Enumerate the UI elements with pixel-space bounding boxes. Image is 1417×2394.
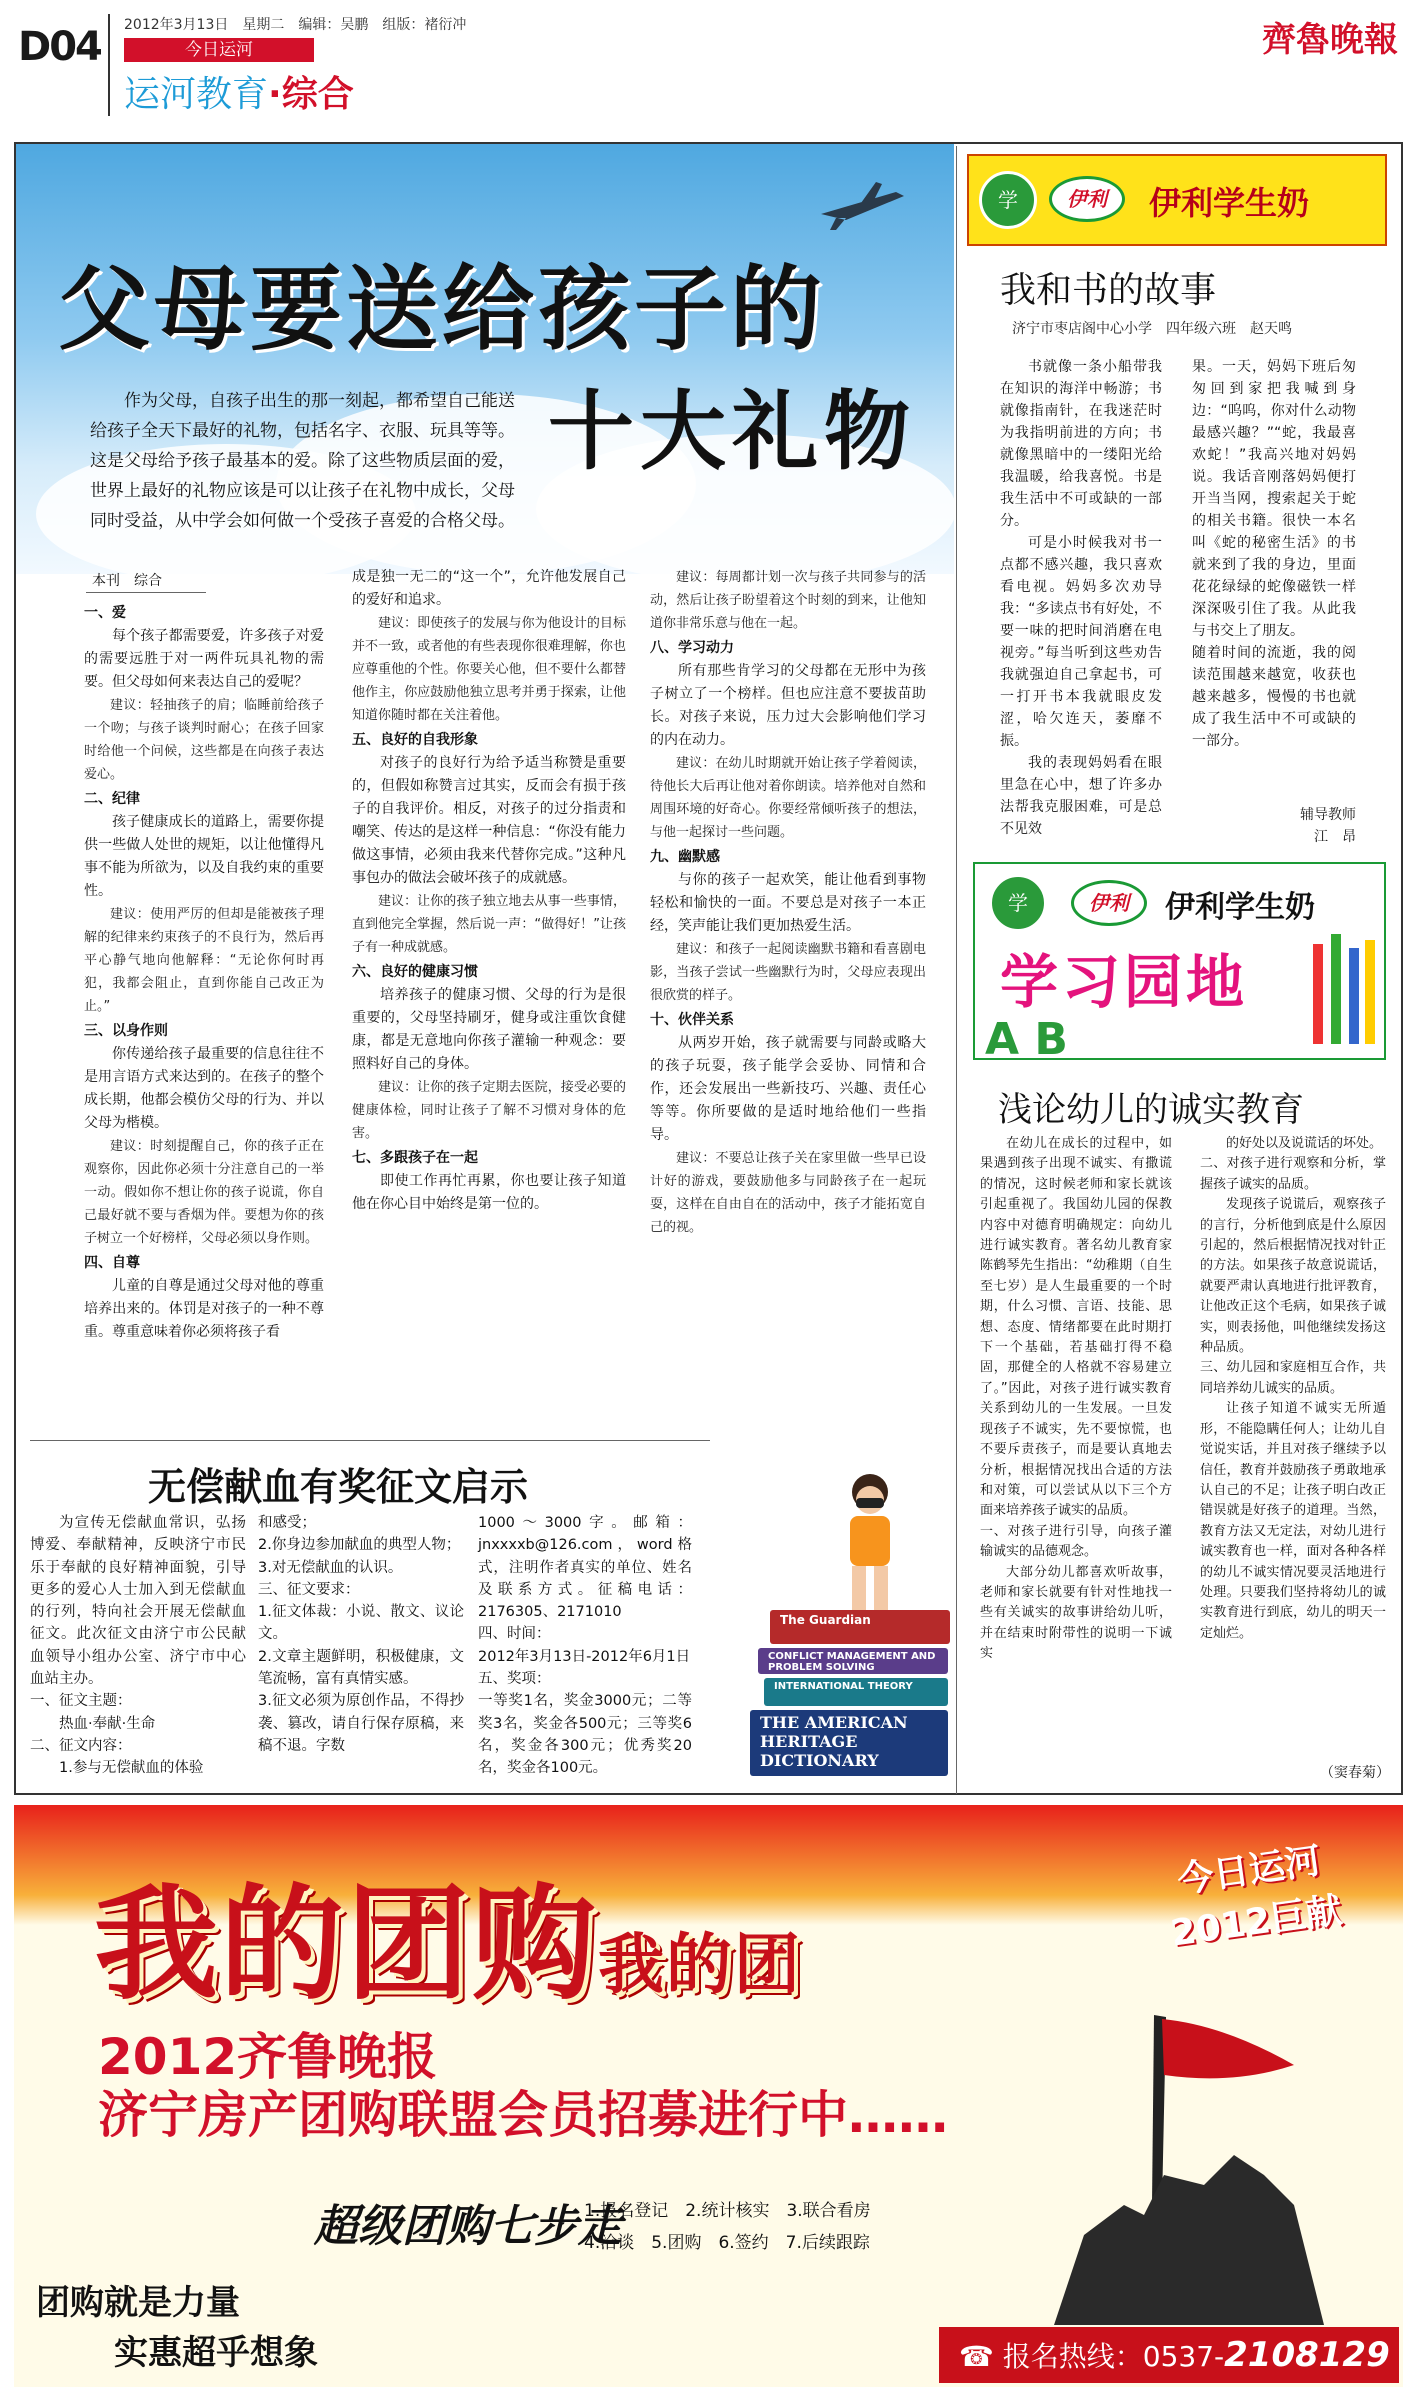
advice-paragraph: 建议：每周都计划一次与孩子共同参与的活动，然后让孩子盼望着这个时刻的到来，让他知道你非常乐意与他在一起。	[650, 570, 926, 631]
study-brand-name: 伊利学生奶	[1165, 890, 1315, 925]
advice-paragraph: 建议：和孩子一起阅读幽默书籍和看喜剧电影，当孩子尝试一些幽默行为时，父母应表现出很欣赏的样子。	[650, 942, 926, 1003]
yili-logo: 伊利	[1071, 880, 1147, 926]
feature-column-1	[84, 600, 324, 1344]
paragraph: 儿童的自尊是通过父母对他的尊重培养出来的。体罚是对孩子的一种不尊重。尊重意味着你必须将孩子看	[84, 1278, 324, 1340]
paragraph: 从两岁开始，孩子就需要与同龄或略大的孩子玩耍，孩子能学会妥协、同情和合作，还会发展出一些新技巧、兴趣、责任心等等。你所要做的是适时地给他们一些指导。	[650, 1035, 926, 1143]
ad-steps-row2: 4.洽谈 5.团购 6.签约 7.后续跟踪	[584, 2233, 870, 2253]
ad-hotline	[939, 2327, 1399, 2383]
paragraph: 的好处以及说谎话的坏处。	[1226, 1136, 1383, 1151]
ad-steps-row1: 1.报名登记 2.统计核实 3.联合看房	[584, 2201, 871, 2221]
teacher-label: 辅导教师	[1300, 807, 1356, 823]
paragraph: 和感受；	[258, 1515, 316, 1531]
paragraph: 我的表现妈妈看在眼里急在心中，想了许多办法帮我克服困难，可是总不见效	[1000, 755, 1162, 837]
paragraph: 所有那些肯学习的父母都在无形中为孩子树立了一个榜样。但也应注意不要拔苗助长。对孩子来说，压力过大会影响他们学习的内在动力。	[650, 663, 926, 748]
study-title: 学习园地	[1000, 948, 1249, 1016]
book: The Guardian	[770, 1610, 950, 1644]
header-divider	[108, 14, 110, 116]
school-badge-icon: 学	[989, 874, 1047, 932]
ad-line1: 2012齐鲁晚报	[98, 2028, 438, 2086]
advice-paragraph: 建议：让你的孩子独立地去从事一些事情，直到他完全掌握，然后说一声：“做得好！”让孩子有一种成就感。	[352, 894, 626, 955]
advice-paragraph: 建议：让你的孩子定期去医院，接受必要的健康体检，同时让孩子了解不习惯对身体的危害。	[352, 1080, 626, 1141]
essay-column-2	[1200, 1134, 1386, 1644]
advice-paragraph: 建议：使用严厉的但却是能被孩子理解的纪律来约束孩子的不良行为，然后再平心静气地向他解释：“无论你何时再犯，我都会阻止，直到你能自己改正为止。”	[84, 907, 324, 1014]
letters-icon: A B	[985, 1014, 1068, 1065]
section-name: 运河教育	[124, 74, 269, 115]
paragraph: 孩子健康成长的道路上，需要你提供一些做人处世的规矩，以让他懂得凡事不能为所欲为，以及自我约束的重要性。	[84, 814, 324, 899]
paragraph: 2.文章主题鲜明，积极健康，文笔流畅，富有真情实感。	[258, 1648, 464, 1688]
essay-title: 浅论幼儿的诚实教育	[998, 1090, 1304, 1130]
paragraph: 在幼儿在成长的过程中，如果遇到孩子出现不诚实、有撒谎的情况，这时候老师和家长就该引起重视了。我国幼儿园的保教内容中对德育明确规定：向幼儿进行诚实教育。著名幼儿教育家陈鹤琴先生指出：“幼稚期（自生至七岁）是人生最重要的一个时期，什么习惯、言语、技能、思想、态度、情绪都要在此时期打下一个基础，若基础打得不稳固，那健全的人格就不容易建立了。”因此，对孩子进行诚实教育关系到幼儿的一生发展。一旦发现孩子不诚实，先不要惊慌，也不要斥责孩子，而是要认真地去分析，根据情况找出合适的方法和对策，可以尝试从以下三个方面来培养孩子诚实的品质。	[980, 1136, 1172, 1519]
feature-title-line1: 父母要送给孩子的	[58, 256, 827, 363]
hotline-label: ☎ 报名热线：0537-	[959, 2340, 1225, 2373]
paragraph: 与你的孩子一起欢笑，能让他看到事物轻松和愉快的一面。不要总是对孩子一本正经，笑声能让我们更加热爱生活。	[650, 872, 926, 934]
paragraph: 二、征文内容：	[30, 1737, 132, 1754]
advice-paragraph: 建议：在幼儿时期就开始让孩子学着阅读，待他长大后再让他对着你朗读。培养他对自然和周围环境的好奇心。你要经常倾听孩子的想法，与他一起探讨一些问题。	[650, 756, 926, 840]
paragraph: 2.你身边参加献血的典型人物；	[258, 1537, 461, 1554]
newspaper-logo: 齊魯晚報	[1262, 20, 1398, 60]
group-buy-ad	[14, 1805, 1403, 2387]
subheading: 八、学习动力	[650, 640, 734, 656]
paragraph: 2012年3月13日-2012年6月1日	[478, 1648, 691, 1665]
blood-column-2	[258, 1512, 464, 1757]
feature-title-line2: 十大礼物	[548, 381, 916, 482]
paragraph: 每个孩子都需要爱，许多孩子对爱的需要远胜于对一两件玩具礼物的需要。但父母如何来表达自己的爱呢？	[84, 628, 324, 690]
school-badge-icon: 学	[979, 171, 1037, 229]
teacher-block	[1290, 804, 1356, 848]
story-column-2	[1192, 356, 1356, 752]
paragraph: 一、征文主题：	[30, 1693, 132, 1710]
pencils-icon	[1305, 934, 1381, 1054]
airplane-icon	[816, 174, 906, 234]
blood-title: 无偿献血有奖征文启示	[148, 1464, 529, 1509]
book: CONFLICT MANAGEMENT AND PROBLEM SOLVING	[758, 1648, 948, 1674]
book: THE AMERICAN HERITAGE DICTIONARY	[750, 1710, 948, 1776]
yili-name: 伊利学生奶	[1149, 184, 1310, 222]
paragraph: 你传递给孩子最重要的信息往往不是用言语方式来达到的。在孩子的整个成长期，他都会模仿父母的行为、并以父母为楷模。	[84, 1046, 324, 1131]
teacher-name: 江 昂	[1314, 829, 1356, 845]
paragraph: 一、对孩子进行引导，向孩子灌输诚实的品德观念。	[980, 1523, 1172, 1560]
ad-line2: 济宁房产团购联盟会员招募进行中……	[98, 2086, 948, 2144]
section-title	[124, 66, 354, 117]
story-author: 济宁市枣店阁中心小学 四年级六班 赵天鸣	[1012, 321, 1292, 337]
subheading: 二、纪律	[84, 791, 140, 807]
advice-paragraph: 建议：不要总让孩子关在家里做一些早已设计好的游戏，要鼓励他多与同龄孩子在一起玩耍，这样在自由自在的活动中，孩子才能拓宽自己的视。	[650, 1151, 926, 1235]
ad-slogan2: 实惠超乎想象	[114, 2333, 318, 2373]
ad-title-small: 我的团	[598, 1926, 803, 2003]
ad-title	[94, 1845, 802, 2023]
subheading: 五、良好的自我形象	[352, 732, 478, 748]
paragraph: 1000～3000字。邮箱：jnxxxxb@126.com，word格式，注明作者真实的单位、姓名及联系方式。征稿电话：2176305、2171010	[478, 1515, 692, 1621]
advice-paragraph: 建议：时刻提醒自己，你的孩子正在观察你，因此你必须十分注意自己的一举一动。假如你不想让你的孩子说谎，你自己最好就不要与香烟为伴。要想为你的孩子树立一个好榜样，父母必须以身作则。	[84, 1139, 324, 1246]
paragraph: 为宣传无偿献血常识，弘扬博爱、奉献精神，反映济宁市民乐于奉献的良好精神面貌，引导更多的爱心人士加入到无偿献血的行列，特向社会开展无偿献血征文。此次征文由济宁市公民献血领导小组办公室、济宁市中心血站主办。	[30, 1515, 246, 1688]
subheading: 七、多跟孩子在一起	[352, 1150, 478, 1166]
feature-byline: 本刊 综合	[92, 573, 162, 589]
yili-banner	[967, 154, 1387, 246]
paragraph: 3.对无偿献血的认识。	[258, 1559, 403, 1576]
paragraph: 让孩子知道不诚实无所遁形，不能隐瞒任何人；让幼儿自觉说实话，并且对孩子继续予以信任，教育并鼓励孩子勇敢地承认自己的不足；让孩子明白改正错误就是好孩子的道理。当然，教育方法又无定法，对幼儿进行诚实教育也一样，面对各种各样的幼儿不诚实情况要灵活地进行处理。只要我们坚持将幼儿的诚实教育进行到底，幼儿的明天一定灿烂。	[1200, 1401, 1386, 1641]
paragraph: 成是独一无二的“这一个”，允许他发展自己的爱好和追求。	[352, 569, 626, 608]
blood-column-1	[30, 1512, 246, 1780]
paragraph: 可是小时候我对书一点都不感兴趣，我只喜欢看电视。妈妈多次劝导我：“多读点书有好处，不要一味的把时间消磨在电视旁。”每当听到这些劝告我就强迫自己拿起书，可一打开书本我就眼皮发涩，哈欠连天，萎靡不振。	[1000, 535, 1162, 749]
paragraph: 热血·奉献·生命	[59, 1715, 156, 1732]
paragraph: 四、时间：	[478, 1626, 551, 1643]
paragraph: 培养孩子的健康习惯、父母的行为是很重要的，父母坚持刷牙，健身或注重饮食健康，都是无意地向你孩子灌输一种观念：要照料好自己的身体。	[352, 987, 626, 1072]
ad-seven-steps: 超级团购七步走	[314, 2201, 622, 2252]
paragraph: 三、幼儿园和家庭相互合作，共同培养幼儿诚实的品质。	[1200, 1360, 1386, 1396]
paragraph: 大部分幼儿都喜欢听故事，老师和家长就要有针对性地找一些有关诚实的故事讲给幼儿听，并在结束时附带性的说明一下诚实	[980, 1564, 1172, 1662]
book: INTERNATIONAL THEORY	[764, 1678, 948, 1706]
advice-paragraph: 建议：即使孩子的发展与你为他设计的目标并不一致，或者他的有些表现你很难理解，你也应尊重他的个性。你要关心他，但不要什么都替他作主，你应鼓励他独立思考并勇于探索，让他知道你随时都在关注着他。	[352, 616, 626, 723]
paragraph: 即使工作再忙再累，你也要让孩子知道他在你心目中始终是第一位的。	[352, 1173, 626, 1212]
byline-rule	[86, 592, 206, 593]
paragraph: 书就像一条小船带我在知识的海洋中畅游；书就像指南针，在我迷茫时为我指明前进的方向；书就像黑暗中的一缕阳光给我温暖，给我喜悦。书是我生活中不可或缺的一部分。	[1000, 359, 1162, 529]
column-divider	[956, 146, 957, 1794]
paragraph: 发现孩子说谎后，观察孩子的言行，分析他到底是什么原因引起的，然后根据情况找对针正的方法。如果孩子故意说谎话，就要严肃认真地进行批评教育，让他改正这个毛病，如果孩子诚实，则表扬他，叫他继续发扬这种品质。	[1200, 1197, 1386, 1356]
story-title: 我和书的故事	[1000, 270, 1217, 311]
subheading: 十、伙伴关系	[650, 1012, 734, 1028]
intro-text: 作为父母，自孩子出生的那一刻起，都希望自己能送给孩子全天下最好的礼物，包括名字、衣服、玩具等等。这是父母给予孩子最基本的爱。除了这些物质层面的爱，世界上最好的礼物应该是可以让孩子在礼物中成长，父母同时受益，从中学会如何做一个受孩子喜爱的合格父母。	[90, 391, 515, 531]
subheading: 三、以身作则	[84, 1023, 168, 1039]
feature-column-2	[352, 566, 626, 1216]
subheading: 四、自尊	[84, 1255, 140, 1271]
girl-with-binoculars-icon	[830, 1470, 910, 1620]
paragraph: 果。一天，妈妈下班后匆匆回到家把我喊到身边：“呜呜，你对什么动物最感兴趣？”“蛇，我最喜欢蛇！”我高兴地对妈妈说。我话音刚落妈妈便打开当当网，搜索起关于蛇的相关书籍。很快一本名叫《蛇的秘密生活》的书就来到了我的身边，里面花花绿绿的蛇像磁铁一样深深吸引住了我。从此我与书交上了朋友。	[1192, 359, 1356, 639]
feature-column-3	[650, 566, 926, 1239]
ad-title-big: 我的团购	[94, 1873, 599, 2017]
paragraph: 3.征文必须为原创作品，不得抄袭、篡改，请自行保存原稿，来稿不退。字数	[258, 1693, 464, 1754]
books-illustration	[710, 1470, 950, 1780]
paragraph: 二、对孩子进行观察和分析，掌握孩子诚实的品质。	[1200, 1156, 1386, 1192]
essay-author: （窦春菊）	[1320, 1765, 1390, 1781]
soldiers-silhouette-icon	[994, 2005, 1374, 2335]
feature-intro	[90, 386, 530, 536]
section-accent: ·综合	[268, 74, 354, 115]
yili-logo: 伊利	[1049, 176, 1125, 222]
paragraph: 五、奖项：	[478, 1671, 551, 1688]
advice-paragraph: 建议：轻抽孩子的肩；临睡前给孩子一个吻；与孩子谈判时耐心；在孩子回家时给他一个问候，这些都是在向孩子表达爱心。	[84, 698, 324, 782]
hotline-number: 2108129	[1224, 2335, 1390, 2375]
essay-column-1	[980, 1134, 1172, 1665]
stamp-line2: 2012巨献	[1168, 1890, 1345, 1955]
paragraph: 1.征文体裁：小说、散文、议论文。	[258, 1604, 464, 1643]
blood-column-3	[478, 1512, 692, 1780]
paragraph: 1.参与无偿献血的体验	[59, 1760, 204, 1777]
header-meta: 2012年3月13日 星期二 编辑：吴鹏 组版：褚衍冲	[124, 17, 467, 33]
page-code: D04	[18, 24, 101, 70]
paragraph: 对孩子的良好行为给予适当称赞是重要的，但假如称赞言过其实，反而会有损于孩子的自我评价。相反，对孩子的过分指责和嘲笑、传达的是这样一种信息：“你没有能力做这事情，必须由我来代替你完成。”这种凡事包办的做法会破坏孩子的成就感。	[352, 755, 626, 886]
paragraph: 三、征文要求：	[258, 1581, 360, 1598]
subheading: 九、幽默感	[650, 849, 720, 865]
section-tag: 今日运河	[124, 38, 314, 62]
story-column-1	[1000, 356, 1162, 840]
ad-slogan1: 团购就是力量	[36, 2283, 240, 2323]
stamp-line1: 今日运河	[1175, 1840, 1324, 1902]
paragraph: 一等奖1名，奖金3000元；二等奖3名，奖金各500元；三等奖6名，奖金各300元；优秀奖20名，奖金各100元。	[478, 1693, 692, 1777]
ad-steps	[584, 2195, 871, 2259]
subheading: 一、爱	[84, 605, 126, 621]
subheading: 六、良好的健康习惯	[352, 964, 478, 980]
paragraph: 随着时间的流逝，我的阅读范围越来越宽，收获也越来越多，慢慢的书也就成了我生活中不可或缺的一部分。	[1192, 645, 1356, 749]
section-rule	[30, 1440, 710, 1441]
